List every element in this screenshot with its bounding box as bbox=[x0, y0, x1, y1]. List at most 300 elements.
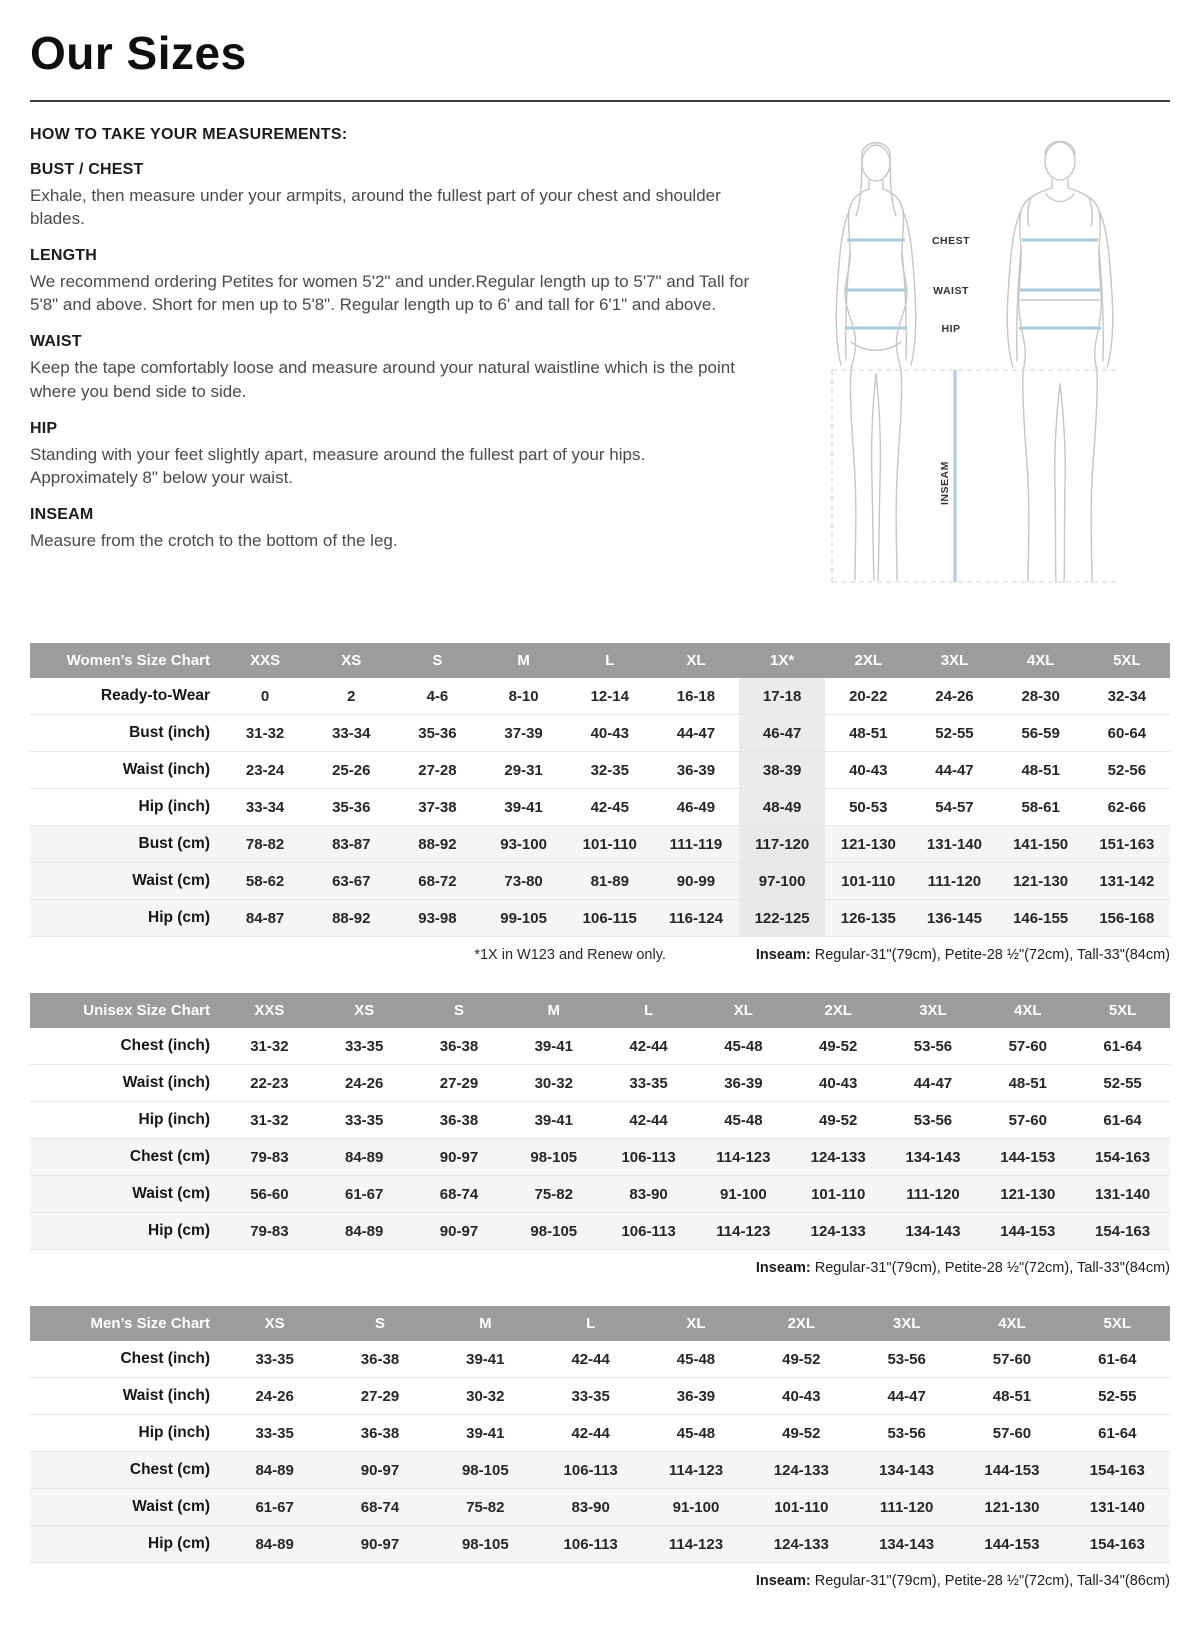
size-cell: 84-89 bbox=[345, 1148, 384, 1166]
table-row bbox=[30, 1102, 1170, 1139]
row-label: Bust (inch) bbox=[129, 724, 210, 741]
size-cell: 134-143 bbox=[879, 1535, 935, 1553]
section-body: We recommend ordering Petites for women 5'2" and under.Regular length up to 5'7" and Tall for 5'8" and above. Short for men up to 5'8". Regular length up to 6' and tall for 6'1" and above. bbox=[30, 272, 750, 315]
row-label: Hip (cm) bbox=[148, 1222, 210, 1239]
size-cell: 36-39 bbox=[724, 1074, 763, 1092]
size-cell: 22-23 bbox=[250, 1074, 289, 1092]
size-cell: 68-74 bbox=[360, 1498, 400, 1516]
column-header: L bbox=[601, 993, 696, 1028]
size-cell: 33-35 bbox=[255, 1424, 294, 1442]
size-cell: 154-163 bbox=[1095, 1148, 1151, 1166]
table-row bbox=[30, 1176, 1170, 1213]
size-cell: 24-26 bbox=[255, 1387, 294, 1405]
size-cell: 38-39 bbox=[739, 752, 825, 789]
size-cell: 124-133 bbox=[773, 1461, 829, 1479]
size-cell: 58-61 bbox=[1021, 798, 1060, 816]
size-cell: 83-90 bbox=[629, 1185, 668, 1203]
size-cell: 61-67 bbox=[345, 1185, 384, 1203]
column-header: 5XL bbox=[1075, 993, 1170, 1028]
size-cell: 106-113 bbox=[621, 1148, 676, 1166]
size-cell: 151-163 bbox=[1099, 835, 1155, 853]
table-footnotes bbox=[30, 1260, 1170, 1276]
mens-size-chart-section bbox=[30, 1306, 1170, 1589]
size-cell: 97-100 bbox=[739, 863, 825, 900]
size-cell: 39-41 bbox=[466, 1424, 505, 1442]
size-cell: 106-113 bbox=[563, 1461, 618, 1479]
size-cell: 111-120 bbox=[879, 1498, 934, 1516]
size-cell: 131-142 bbox=[1099, 872, 1155, 890]
size-cell: 36-39 bbox=[676, 761, 716, 779]
size-cell: 35-36 bbox=[418, 724, 457, 742]
column-header: 3XL bbox=[854, 1306, 959, 1341]
size-cell: 117-120 bbox=[739, 826, 825, 863]
size-cell: 17-18 bbox=[739, 678, 825, 715]
size-cell: 44-47 bbox=[913, 1074, 953, 1092]
measurement-section-length bbox=[30, 247, 768, 316]
section-title: LENGTH bbox=[30, 247, 97, 265]
size-cell: 61-64 bbox=[1103, 1111, 1142, 1129]
inseam-footnote: Inseam: Regular-31"(79cm), Petite-28 ½"(72cm), Tall-33"(84cm) bbox=[755, 947, 1170, 963]
size-cell: 39-41 bbox=[534, 1111, 573, 1129]
column-header: XL bbox=[696, 993, 791, 1028]
row-label: Waist (cm) bbox=[132, 1185, 210, 1202]
size-cell: 75-82 bbox=[534, 1185, 573, 1203]
womens-size-chart-section bbox=[30, 643, 1170, 963]
size-cell: 124-133 bbox=[810, 1148, 866, 1166]
size-cell: 61-64 bbox=[1098, 1350, 1137, 1368]
size-cell: 49-52 bbox=[818, 1111, 858, 1129]
table-row bbox=[30, 1526, 1170, 1563]
size-cell: 39-41 bbox=[466, 1350, 505, 1368]
size-cell: 52-56 bbox=[1107, 761, 1147, 779]
diagram-wrap bbox=[788, 126, 1170, 613]
column-header: XL bbox=[643, 1306, 748, 1341]
size-cell: 146-155 bbox=[1013, 909, 1069, 927]
column-header: XL bbox=[653, 643, 739, 678]
size-cell: 45-48 bbox=[676, 1350, 716, 1368]
size-cell: 62-66 bbox=[1107, 798, 1147, 816]
size-cell: 48-51 bbox=[849, 724, 888, 742]
size-cell: 144-153 bbox=[984, 1461, 1040, 1479]
table-row bbox=[30, 1489, 1170, 1526]
size-cell: 27-28 bbox=[418, 761, 457, 779]
waist-measure-label: WAIST bbox=[933, 285, 969, 297]
size-cell: 101-110 bbox=[841, 872, 896, 890]
size-cell: 28-30 bbox=[1021, 687, 1060, 705]
table-title: Unisex Size Chart bbox=[30, 993, 222, 1028]
size-cell: 114-123 bbox=[716, 1222, 771, 1240]
column-header: 3XL bbox=[886, 993, 981, 1028]
size-cell: 42-45 bbox=[590, 798, 629, 816]
size-cell: 42-44 bbox=[571, 1424, 610, 1442]
table-row bbox=[30, 1378, 1170, 1415]
size-cell: 39-41 bbox=[534, 1037, 573, 1055]
row-label: Hip (cm) bbox=[148, 1535, 210, 1552]
size-cell: 25-26 bbox=[332, 761, 371, 779]
size-charts bbox=[30, 643, 1170, 1589]
column-header: 2XL bbox=[791, 993, 886, 1028]
column-header: 2XL bbox=[825, 643, 911, 678]
measurement-section-waist bbox=[30, 333, 768, 402]
row-label: Chest (inch) bbox=[120, 1037, 210, 1054]
size-cell: 106-113 bbox=[621, 1222, 676, 1240]
size-cell: 54-57 bbox=[935, 798, 974, 816]
size-cell: 45-48 bbox=[724, 1111, 763, 1129]
size-cell: 61-64 bbox=[1103, 1037, 1142, 1055]
title-divider bbox=[30, 100, 1170, 102]
size-cell: 91-100 bbox=[672, 1498, 720, 1516]
size-cell: 79-83 bbox=[250, 1222, 289, 1240]
size-cell: 52-55 bbox=[935, 724, 974, 742]
size-cell: 134-143 bbox=[879, 1461, 935, 1479]
size-cell: 101-110 bbox=[582, 835, 637, 853]
size-cell: 32-35 bbox=[590, 761, 629, 779]
column-header: M bbox=[481, 643, 567, 678]
table-footnotes bbox=[30, 947, 1170, 963]
section-body: Measure from the crotch to the bottom of the leg. bbox=[30, 530, 398, 550]
column-header: 5XL bbox=[1084, 643, 1170, 678]
column-header: 3XL bbox=[911, 643, 997, 678]
size-cell: 134-143 bbox=[905, 1222, 961, 1240]
column-header: XXS bbox=[222, 993, 317, 1028]
row-label: Waist (inch) bbox=[122, 1074, 210, 1091]
size-cell: 0 bbox=[260, 687, 270, 705]
size-cell: 60-64 bbox=[1107, 724, 1147, 742]
size-cell: 121-130 bbox=[1013, 872, 1069, 890]
size-cell: 36-38 bbox=[439, 1037, 479, 1055]
size-cell: 24-26 bbox=[935, 687, 974, 705]
row-label: Waist (cm) bbox=[132, 1498, 210, 1515]
row-label: Waist (inch) bbox=[122, 761, 210, 778]
size-cell: 58-62 bbox=[245, 872, 285, 890]
size-cell: 57-60 bbox=[1008, 1037, 1047, 1055]
size-cell: 52-55 bbox=[1103, 1074, 1142, 1092]
measurement-instructions bbox=[30, 126, 788, 613]
size-cell: 42-44 bbox=[571, 1350, 610, 1368]
column-header: 1X* bbox=[739, 643, 825, 678]
size-cell: 37-39 bbox=[504, 724, 543, 742]
size-cell: 154-163 bbox=[1089, 1461, 1145, 1479]
size-cell: 48-51 bbox=[1008, 1074, 1047, 1092]
row-label: Waist (cm) bbox=[132, 872, 210, 889]
size-cell: 33-35 bbox=[345, 1111, 384, 1129]
size-cell: 106-115 bbox=[582, 909, 637, 927]
size-cell: 53-56 bbox=[887, 1424, 926, 1442]
column-header: 4XL bbox=[998, 643, 1084, 678]
column-header: XXS bbox=[222, 643, 308, 678]
size-cell: 49-52 bbox=[818, 1037, 858, 1055]
size-cell: 141-150 bbox=[1013, 835, 1069, 853]
measurement-section-bust-chest bbox=[30, 161, 768, 230]
size-cell: 32-34 bbox=[1107, 687, 1147, 705]
size-cell: 44-47 bbox=[935, 761, 974, 779]
size-cell: 57-60 bbox=[992, 1350, 1032, 1368]
size-cell: 27-29 bbox=[360, 1387, 400, 1405]
size-cell: 46-49 bbox=[676, 798, 716, 816]
inseam-footnote: Inseam: Regular-31"(79cm), Petite-28 ½"(72cm), Tall-34"(86cm) bbox=[755, 1573, 1170, 1589]
size-cell: 45-48 bbox=[676, 1424, 716, 1442]
size-cell: 90-99 bbox=[676, 872, 716, 890]
column-header: M bbox=[506, 993, 601, 1028]
table-footnotes bbox=[30, 1573, 1170, 1589]
table-row bbox=[30, 863, 1170, 900]
table-row bbox=[30, 1065, 1170, 1102]
size-cell: 4-6 bbox=[426, 687, 449, 705]
size-cell: 61-64 bbox=[1098, 1424, 1137, 1442]
size-cell: 30-32 bbox=[534, 1074, 573, 1092]
chest-measure-label: CHEST bbox=[931, 235, 971, 247]
size-cell: 16-18 bbox=[676, 687, 716, 705]
section-title: BUST / CHEST bbox=[30, 161, 144, 178]
size-cell: 134-143 bbox=[905, 1148, 961, 1166]
table-row bbox=[30, 752, 1170, 789]
table-row bbox=[30, 1415, 1170, 1452]
size-cell: 116-124 bbox=[668, 909, 724, 927]
size-cell: 57-60 bbox=[992, 1424, 1032, 1442]
measurement-diagram-illustration bbox=[788, 130, 1170, 608]
womens-size-chart bbox=[30, 643, 1170, 937]
size-cell: 88-92 bbox=[332, 909, 371, 927]
size-cell: 46-47 bbox=[739, 715, 825, 752]
column-header: 2XL bbox=[749, 1306, 854, 1341]
size-cell: 111-120 bbox=[927, 872, 982, 890]
size-cell: 48-51 bbox=[992, 1387, 1032, 1405]
table-row bbox=[30, 1213, 1170, 1250]
size-cell: 61-67 bbox=[255, 1498, 294, 1516]
size-cell: 53-56 bbox=[913, 1037, 953, 1055]
size-cell: 33-35 bbox=[629, 1074, 668, 1092]
size-cell: 30-32 bbox=[466, 1387, 505, 1405]
size-cell: 45-48 bbox=[724, 1037, 763, 1055]
row-label: Chest (inch) bbox=[120, 1350, 210, 1367]
size-cell: 23-24 bbox=[245, 761, 285, 779]
size-cell: 20-22 bbox=[849, 687, 888, 705]
size-cell: 131-140 bbox=[1089, 1498, 1145, 1516]
size-cell: 106-113 bbox=[563, 1535, 618, 1553]
size-cell: 36-38 bbox=[360, 1424, 400, 1442]
size-cell: 101-110 bbox=[811, 1185, 866, 1203]
table-row bbox=[30, 1139, 1170, 1176]
size-cell: 40-43 bbox=[849, 761, 888, 779]
size-cell: 33-35 bbox=[345, 1037, 384, 1055]
size-cell: 36-38 bbox=[360, 1350, 400, 1368]
size-cell: 84-87 bbox=[245, 909, 285, 927]
size-cell: 53-56 bbox=[887, 1350, 926, 1368]
section-title: INSEAM bbox=[30, 505, 94, 523]
column-header: XS bbox=[317, 993, 412, 1028]
size-cell: 98-105 bbox=[461, 1535, 509, 1553]
size-cell: 37-38 bbox=[418, 798, 457, 816]
size-cell: 36-39 bbox=[676, 1387, 716, 1405]
measurement-section-inseam bbox=[30, 506, 768, 552]
size-cell: 91-100 bbox=[720, 1185, 767, 1203]
column-header: S bbox=[327, 1306, 432, 1341]
size-cell: 42-44 bbox=[629, 1037, 668, 1055]
inseam-measure-label: INSEAM bbox=[939, 461, 951, 505]
size-cell: 98-105 bbox=[461, 1461, 509, 1479]
table-row bbox=[30, 826, 1170, 863]
asterisk-footnote: *1X in W123 and Renew only. bbox=[474, 947, 666, 963]
size-cell: 75-82 bbox=[466, 1498, 505, 1516]
column-header: XS bbox=[308, 643, 394, 678]
table-row bbox=[30, 678, 1170, 715]
column-header: S bbox=[394, 643, 480, 678]
column-header: S bbox=[412, 993, 507, 1028]
table-row bbox=[30, 900, 1170, 937]
size-cell: 84-89 bbox=[255, 1535, 294, 1553]
size-cell: 40-43 bbox=[590, 724, 629, 742]
size-cell: 50-53 bbox=[849, 798, 888, 816]
row-label: Chest (cm) bbox=[129, 1461, 210, 1478]
table-row bbox=[30, 1452, 1170, 1489]
column-header: 4XL bbox=[959, 1306, 1064, 1341]
size-cell: 90-97 bbox=[439, 1222, 479, 1240]
size-cell: 40-43 bbox=[818, 1074, 858, 1092]
row-label: Bust (cm) bbox=[138, 835, 210, 852]
table-title: Women’s Size Chart bbox=[30, 643, 222, 678]
row-label: Hip (cm) bbox=[148, 909, 210, 926]
size-cell: 83-87 bbox=[332, 835, 371, 853]
size-cell: 131-140 bbox=[1095, 1185, 1151, 1203]
size-cell: 84-89 bbox=[255, 1461, 294, 1479]
column-header: L bbox=[538, 1306, 643, 1341]
inseam-footnote: Inseam: Regular-31"(79cm), Petite-28 ½"(72cm), Tall-33"(84cm) bbox=[755, 1260, 1170, 1276]
row-label: Ready-to-Wear bbox=[100, 687, 210, 704]
size-cell: 56-59 bbox=[1021, 724, 1060, 742]
size-cell: 24-26 bbox=[345, 1074, 384, 1092]
size-cell: 114-123 bbox=[668, 1461, 724, 1479]
table-row bbox=[30, 1028, 1170, 1065]
size-cell: 99-105 bbox=[500, 909, 547, 927]
size-cell: 49-52 bbox=[782, 1350, 821, 1368]
page-title: Our Sizes bbox=[30, 27, 247, 79]
table-row bbox=[30, 789, 1170, 826]
size-cell: 48-49 bbox=[739, 789, 825, 826]
size-cell: 124-133 bbox=[810, 1222, 866, 1240]
size-cell: 33-35 bbox=[255, 1350, 294, 1368]
size-cell: 68-74 bbox=[439, 1185, 479, 1203]
table-row bbox=[30, 715, 1170, 752]
size-cell: 126-135 bbox=[840, 909, 896, 927]
size-cell: 52-55 bbox=[1098, 1387, 1137, 1405]
instructions-heading: HOW TO TAKE YOUR MEASUREMENTS: bbox=[30, 126, 348, 143]
mens-size-chart bbox=[30, 1306, 1170, 1563]
size-cell: 79-83 bbox=[250, 1148, 289, 1166]
column-header: L bbox=[567, 643, 653, 678]
column-header: XS bbox=[222, 1306, 327, 1341]
section-body: Standing with your feet slightly apart, measure around the fullest part of your hips. Approximately 8" below your waist. bbox=[30, 444, 646, 487]
measurement-guide bbox=[30, 126, 1170, 613]
size-cell: 44-47 bbox=[676, 724, 716, 742]
size-cell: 121-130 bbox=[984, 1498, 1040, 1516]
size-cell: 36-38 bbox=[439, 1111, 479, 1129]
size-cell: 12-14 bbox=[590, 687, 629, 705]
measurement-section-hip bbox=[30, 420, 768, 489]
size-cell: 2 bbox=[347, 687, 356, 705]
size-cell: 40-43 bbox=[782, 1387, 821, 1405]
row-label: Hip (inch) bbox=[138, 1111, 210, 1128]
size-cell: 98-105 bbox=[530, 1222, 578, 1240]
size-cell: 84-89 bbox=[345, 1222, 384, 1240]
size-cell: 31-32 bbox=[245, 724, 285, 742]
section-title: WAIST bbox=[30, 333, 82, 351]
size-cell: 144-153 bbox=[1000, 1148, 1056, 1166]
hip-measure-label: HIP bbox=[941, 323, 961, 335]
section-body: Exhale, then measure under your armpits, around the fullest part of your chest and shoulder blades. bbox=[30, 186, 721, 229]
size-cell: 73-80 bbox=[504, 872, 543, 890]
size-cell: 33-34 bbox=[332, 724, 371, 742]
size-cell: 33-34 bbox=[245, 798, 285, 816]
size-cell: 131-140 bbox=[926, 835, 982, 853]
size-cell: 121-130 bbox=[840, 835, 896, 853]
size-cell: 144-153 bbox=[984, 1535, 1040, 1553]
size-cell: 90-97 bbox=[360, 1461, 400, 1479]
size-cell: 124-133 bbox=[773, 1535, 829, 1553]
size-cell: 90-97 bbox=[439, 1148, 479, 1166]
size-cell: 122-125 bbox=[739, 900, 825, 937]
size-cell: 88-92 bbox=[418, 835, 457, 853]
size-cell: 48-51 bbox=[1021, 761, 1060, 779]
size-cell: 83-90 bbox=[571, 1498, 610, 1516]
size-cell: 8-10 bbox=[508, 687, 539, 705]
size-cell: 33-35 bbox=[571, 1387, 610, 1405]
size-cell: 154-163 bbox=[1089, 1535, 1145, 1553]
row-label: Chest (cm) bbox=[129, 1148, 210, 1165]
size-cell: 35-36 bbox=[332, 798, 371, 816]
size-cell: 31-32 bbox=[250, 1037, 289, 1055]
table-row bbox=[30, 1341, 1170, 1378]
size-cell: 114-123 bbox=[668, 1535, 724, 1553]
size-cell: 81-89 bbox=[590, 872, 629, 890]
size-cell: 111-120 bbox=[906, 1185, 960, 1203]
row-label: Hip (inch) bbox=[138, 1424, 210, 1441]
size-cell: 44-47 bbox=[887, 1387, 926, 1405]
size-cell: 68-72 bbox=[418, 872, 457, 890]
table-title: Men’s Size Chart bbox=[30, 1306, 222, 1341]
column-header: M bbox=[433, 1306, 538, 1341]
size-cell: 27-29 bbox=[439, 1074, 479, 1092]
section-body: Keep the tape comfortably loose and measure around your natural waistline which is the point where you bend side to side. bbox=[30, 358, 735, 401]
column-header: 5XL bbox=[1065, 1306, 1170, 1341]
size-cell: 136-145 bbox=[926, 909, 982, 927]
size-cell: 29-31 bbox=[504, 761, 543, 779]
unisex-size-chart-section bbox=[30, 993, 1170, 1276]
size-cell: 57-60 bbox=[1008, 1111, 1047, 1129]
size-cell: 144-153 bbox=[1000, 1222, 1056, 1240]
column-header: 4XL bbox=[980, 993, 1075, 1028]
section-title: HIP bbox=[30, 419, 58, 437]
size-cell: 31-32 bbox=[250, 1111, 289, 1129]
unisex-size-chart bbox=[30, 993, 1170, 1250]
size-cell: 121-130 bbox=[1000, 1185, 1056, 1203]
size-cell: 93-98 bbox=[418, 909, 457, 927]
size-cell: 154-163 bbox=[1095, 1222, 1151, 1240]
size-cell: 49-52 bbox=[782, 1424, 821, 1442]
size-cell: 90-97 bbox=[360, 1535, 400, 1553]
size-cell: 111-119 bbox=[669, 835, 723, 853]
size-cell: 53-56 bbox=[913, 1111, 953, 1129]
size-cell: 98-105 bbox=[530, 1148, 578, 1166]
row-label: Waist (inch) bbox=[122, 1387, 210, 1404]
size-cell: 101-110 bbox=[774, 1498, 829, 1516]
size-cell: 42-44 bbox=[629, 1111, 668, 1129]
size-cell: 39-41 bbox=[504, 798, 543, 816]
size-cell: 93-100 bbox=[500, 835, 547, 853]
size-cell: 114-123 bbox=[716, 1148, 771, 1166]
size-cell: 56-60 bbox=[250, 1185, 289, 1203]
size-cell: 63-67 bbox=[332, 872, 371, 890]
size-cell: 78-82 bbox=[245, 835, 285, 853]
